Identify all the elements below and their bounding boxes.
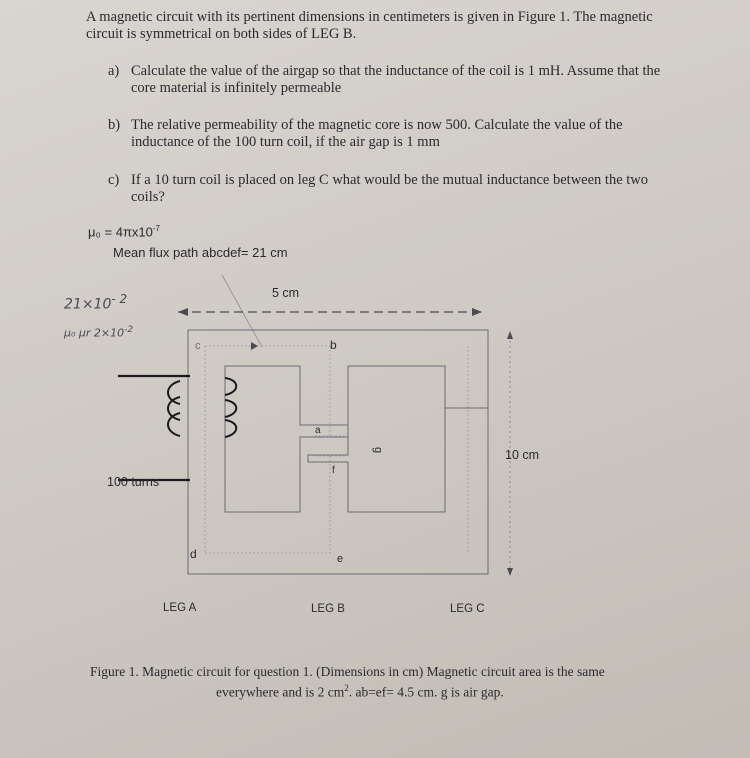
turns-label: 100 turns [107,475,160,489]
question-b-marker: b) [108,117,121,133]
point-d-label: d [190,547,197,561]
leg-a-label: LEG A [163,602,197,614]
question-a-text: Calculate the value of the airgap so that the inductance of the coil is 1 mH. Assume that the core material is infinitely permeable [131,63,661,96]
handwritten-note-2-base: μ₀ μr 2×10 [64,326,125,340]
point-g-label: g [372,447,384,454]
question-b-text: The relative permeability of the magnetic core is now 500. Calculate the value of the inductance of the 100 turn coil, if the air gap is 1 mm [131,117,623,150]
height-arrow-top [507,331,513,339]
leg-c-label: LEG C [450,603,485,615]
question-a-marker: a) [108,63,120,79]
handwritten-note-1-exp: - 2 [111,292,128,306]
point-f-label: f [332,465,335,476]
width-arrow-left [178,308,188,316]
caption-line-2 [90,680,690,701]
core-left-window [225,366,348,512]
height-label: 10 cm [505,448,540,462]
caption-line-1: Figure 1. Magnetic circuit for question 1. (Dimensions in cm) Magnetic circuit area is the same [90,664,605,679]
leg-b-label: LEG B [311,603,345,615]
question-c-marker: c) [108,172,120,188]
core-right-window [308,366,445,512]
figure-caption [90,663,690,701]
mu0-symbol: μ₀ [88,224,101,240]
core-outer-outline [188,330,488,574]
mu0-exponent: -7 [152,224,161,233]
width-label: 5 cm [272,286,300,300]
point-e-label: e [337,553,344,565]
problem-intro: A magnetic circuit with its pertinent dimensions in centimeters is given in Figure 1. The magnetic circuit is symmetrical on both sides of LEG B. [86,9,653,42]
height-arrow-bottom [507,568,513,576]
pencil-line [222,275,262,347]
point-c-label: c [195,340,201,352]
coil-winding [168,378,236,437]
handwritten-note-1-base: 21×10 [64,296,112,313]
mean-flux-path-lines [205,346,468,553]
mu0-value: = 4πx10 [104,224,153,240]
mean-flux-path: Mean flux path abcdef= 21 cm [113,245,288,260]
caption-area-text: everywhere and is 2 cm [216,684,345,700]
handwritten-note-2-exp: -2 [124,325,134,335]
point-b-label: b [330,338,337,352]
flux-direction-arrow [251,342,258,350]
point-a-label: a [315,425,321,436]
question-c-text: If a 10 turn coil is placed on leg C what would be the mutual inductance between the two coils? [131,172,649,205]
width-arrow-right [472,308,482,316]
caption-area-exponent: 2 [344,683,349,693]
caption-dimensions-text: . ab=ef= 4.5 cm. g is air gap. [348,684,504,700]
